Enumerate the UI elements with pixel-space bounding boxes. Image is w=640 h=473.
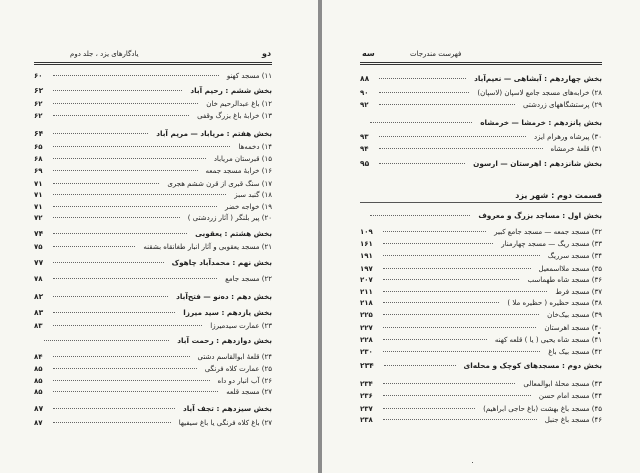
toc-entry-page-number: ۷۴ [34, 229, 44, 238]
toc-entry-page-number: ۸۳ [34, 322, 43, 330]
toc-leader-dots [53, 75, 219, 76]
toc-entry-label: ۴۶) مسجد باغ جنبل [544, 416, 602, 424]
toc-leader-dots [53, 325, 203, 326]
right-header-rule [360, 62, 602, 63]
toc-part-heading [360, 190, 602, 203]
toc-entry-label: بخش ششم : رحیم آباد [190, 86, 272, 95]
toc-entry [34, 363, 272, 375]
toc-entry-page-number: ۸۵ [34, 388, 43, 396]
toc-leader-dots [383, 383, 516, 384]
right-header-number: سه [362, 49, 375, 58]
toc-entry-page-number: ۸۷ [34, 419, 43, 427]
toc-entry [360, 99, 602, 111]
toc-entry-label: ۳۰) پیرشاه ورهرام ایزد [534, 133, 602, 141]
toc-leader-dots [53, 233, 187, 234]
toc-leader-dots [53, 217, 180, 218]
toc-section-heading [34, 128, 272, 140]
toc-section-heading [360, 158, 602, 170]
toc-entry-page-number: ۹۴ [360, 145, 369, 153]
toc-entry-label: بخش دوازدهم : رحمت آباد [177, 336, 272, 345]
toc-entry-page-number: ۸۷ [34, 404, 44, 413]
toc-entry-page-number: ۷۷ [34, 258, 44, 267]
toc-leader-dots [53, 90, 182, 91]
toc-entry-label: ۱۸) گنبد سبز [234, 191, 272, 199]
toc-entry-page-number: ۸۲ [34, 292, 44, 301]
toc-entry [360, 346, 602, 358]
toc-entry [360, 238, 602, 250]
toc-entry-page-number: ۱۰۹ [360, 228, 373, 236]
toc-leader-dots [53, 170, 198, 171]
toc-leader-dots [383, 419, 537, 420]
toc-leader-dots [53, 408, 175, 409]
toc-entry-label: ۲۴) قلعهٔ ابوالقاسم دشتی [197, 353, 272, 361]
toc-section-heading [34, 85, 272, 97]
toc-entry-page-number: ۷۱ [34, 203, 43, 211]
toc-entry [360, 309, 602, 321]
toc-leader-dots [383, 339, 487, 340]
toc-entry-page-number: ۷۱ [34, 180, 43, 188]
toc-leader-dots [370, 122, 472, 123]
toc-entry-label: ۱۷) سنگ قبری از قرن ششم هجری [167, 180, 272, 188]
toc-entry-page-number: ۲۳۷ [360, 405, 373, 413]
toc-section-heading [34, 228, 272, 240]
toc-entry-page-number: ۹۰ [360, 89, 369, 97]
toc-leader-dots [53, 380, 210, 381]
toc-leader-dots [383, 395, 531, 396]
toc-entry [34, 141, 272, 153]
toc-entry [34, 386, 272, 398]
toc-leader-dots [53, 278, 218, 279]
right-page [322, 0, 640, 473]
toc-leader-dots [383, 327, 537, 328]
toc-entry-label: ۲۸) خرابه‌های مسجد جامع لاسپان (لاسپان) [477, 89, 602, 97]
toc-entry-page-number: ۸۵ [34, 365, 43, 373]
toc-entry-label: ۲۹) پرستشگاههای زردشتی [523, 101, 602, 109]
toc-entry-label: ۴۵) مسجد باغ بهشت (باغ حاجی ابراهیم) [483, 405, 602, 413]
toc-entry-page-number: ۲۱۸ [360, 299, 373, 307]
toc-entry-page-number: ۲۲۸ [360, 336, 373, 344]
toc-entry-page-number: ۱۶۱ [360, 240, 373, 248]
toc-entry [34, 351, 272, 363]
toc-entry-page-number: ۲۳۶ [360, 392, 373, 400]
toc-entry-label: ۴۲) مسجد بیک باغ [548, 348, 602, 356]
toc-entry [34, 165, 272, 177]
toc-entry-label: ۳۳) مسجد ریگ — مسجد چهارمنار [501, 240, 602, 248]
toc-entry-page-number: ۷۵ [34, 243, 43, 251]
toc-entry [34, 417, 272, 429]
toc-leader-dots [53, 115, 190, 116]
toc-leader-dots [383, 314, 539, 315]
toc-entry [34, 153, 272, 165]
toc-leader-dots [53, 391, 219, 392]
toc-entry-label: بخش دهم : ده‌نو — فتح‌آباد [176, 292, 272, 301]
toc-leader-dots [53, 296, 168, 297]
toc-entry-page-number: ۲۳۴ [360, 361, 374, 370]
toc-entry-label: ۳۷) مسجد فرط [555, 288, 602, 296]
toc-leader-dots [379, 136, 526, 137]
toc-entry-page-number: ۶۴ [34, 129, 44, 138]
toc-leader-dots [383, 268, 531, 269]
toc-entry-label: بخش دوم : مسجدهای کوچک و محله‌ای [463, 361, 602, 370]
toc-entry [34, 98, 272, 110]
toc-leader-dots [370, 215, 470, 216]
toc-section-heading [34, 307, 272, 319]
toc-entry-label: ۱۴) دخمه‌ها [238, 143, 272, 151]
toc-entry-label: ۲۷) مسجد قلعه [226, 388, 272, 396]
toc-entry-label: ۴۴) مسجد امام حسن [538, 392, 602, 400]
toc-leader-dots [53, 183, 160, 184]
toc-entry-label: بخش چهاردهم : آبشاهی — نعیم‌آباد [474, 74, 602, 83]
toc-entry-label: ۴۱) مسجد شاه یحیی ( یا ) قلعه کهنه [494, 336, 602, 344]
toc-entry-page-number: ۸۵ [34, 377, 43, 385]
toc-entry-label: ۳۲) مسجد جمعه — مسجد جامع کبیر [494, 228, 602, 236]
toc-entry [34, 241, 272, 253]
toc-entry-label: ۲۳) عمارت سیدمیرزا [210, 322, 272, 330]
right-header-rule-thin [360, 64, 602, 65]
left-header-rule [34, 62, 272, 63]
toc-leader-dots [53, 368, 197, 369]
toc-entry-label: بخش شانزدهم : اهرستان — ارسون [473, 159, 602, 168]
toc-entry-label: ۳۱) قلعهٔ خرمشاه [550, 145, 602, 153]
toc-entry-label: ۲۲) مسجد جامع [225, 275, 272, 283]
toc-leader-dots [383, 255, 540, 256]
left-header-title: یادگارهای یزد ، جلد دوم [70, 50, 139, 58]
toc-leader-dots [383, 408, 475, 409]
toc-entry-label: بخش هفتم : مریاباد — مریم آباد [156, 129, 272, 138]
toc-leader-dots [383, 351, 540, 352]
toc-leader-dots [53, 312, 175, 313]
toc-section-heading [360, 210, 602, 222]
toc-leader-dots [379, 163, 465, 164]
toc-entry-label: ۱۶) خرابهٔ مسجد جمعه [205, 167, 272, 175]
toc-entry-label: ۳۶) مسجد شاه طهماسب [527, 276, 602, 284]
toc-entry [360, 250, 602, 262]
toc-entry-label: ۱۵) قبرستان مریاباد [213, 155, 272, 163]
toc-leader-dots [53, 146, 231, 147]
toc-entry-page-number: ۶۸ [34, 155, 43, 163]
toc-entry-label: قسمت دوم : شهر یزد [515, 191, 602, 200]
toc-entry [360, 297, 602, 309]
toc-leader-dots [53, 103, 199, 104]
toc-entry-page-number: ۲۱۱ [360, 288, 373, 296]
toc-entry [34, 320, 272, 332]
toc-entry-page-number: ۲۲۵ [360, 311, 373, 319]
toc-entry [34, 70, 272, 82]
toc-entry-label: ۱۱) مسجد کهنو [226, 72, 272, 80]
toc-section-heading [34, 257, 272, 269]
toc-entry-label: ۱۹) خواجه خضر [225, 203, 272, 211]
toc-entry-label: ۳۵) مسجد ملااسمعیل [538, 265, 602, 273]
toc-section-heading [34, 403, 272, 415]
toc-leader-dots [383, 243, 493, 244]
toc-entry-page-number: ۸۳ [34, 308, 44, 317]
toc-section-heading [360, 117, 602, 129]
toc-entry [360, 322, 602, 334]
toc-entry [360, 87, 602, 99]
toc-entry [360, 378, 602, 390]
toc-entry-page-number: ۶۲ [34, 86, 44, 95]
toc-leader-dots [379, 148, 543, 149]
toc-leader-dots [379, 104, 515, 105]
toc-section-heading [360, 73, 602, 85]
toc-section-heading [34, 335, 272, 347]
toc-entry [360, 143, 602, 155]
toc-entry-page-number: ۸۴ [34, 353, 43, 361]
toc-entry-page-number: ۶۰ [34, 72, 43, 80]
toc-entry-page-number: ۱۹۷ [360, 265, 373, 273]
toc-entry-page-number: ۸۸ [360, 74, 370, 83]
toc-entry-page-number: ۲۳۴ [360, 380, 373, 388]
toc-leader-dots [53, 262, 163, 263]
toc-leader-dots [383, 302, 500, 303]
toc-entry-label: بخش نهم : محمدآباد چاهوک [171, 258, 272, 267]
toc-entry-label: ۳۴) مسجد سرریگ [547, 252, 602, 260]
toc-entry-page-number: ۷۱ [34, 191, 43, 199]
toc-section-heading [34, 291, 272, 303]
toc-entry-page-number: ۹۳ [360, 133, 369, 141]
toc-entry-label: ۱۳) خرابهٔ باغ بزرگ وقفی [197, 112, 272, 120]
toc-entry [34, 212, 272, 224]
toc-entry [360, 390, 602, 402]
toc-entry [34, 273, 272, 285]
left-header-number: دو [262, 49, 272, 58]
toc-entry-label: ۲۷) باغ کلاه فرنگی یا باغ سیفیها [178, 419, 272, 427]
scan-speck [472, 462, 473, 463]
toc-entry-page-number: ۶۵ [34, 143, 43, 151]
toc-leader-dots [44, 340, 169, 341]
toc-leader-dots [53, 356, 190, 357]
toc-leader-dots [53, 158, 206, 159]
toc-entry-label: ۳۹) مسجد بیک‌خان [547, 311, 602, 319]
toc-entry-page-number: ۷۲ [34, 214, 43, 222]
toc-entry-label: ۲۱) مسجد یعقوبی و آثار انبار طغانقاه بشقنه [143, 243, 272, 251]
toc-leader-dots [383, 279, 520, 280]
toc-leader-dots [53, 422, 171, 423]
toc-entry-label: ۲۵) عمارت کلاه فرنگی [204, 365, 272, 373]
toc-entry [34, 110, 272, 122]
toc-entry-label: ۴۳) مسجد محلهٔ ابوالمعالی [523, 380, 602, 388]
toc-entry-label: ۳۸) مسجد حظیره ( حظیره ملا ) [507, 299, 602, 307]
toc-entry-page-number: ۶۹ [34, 167, 43, 175]
toc-leader-dots [53, 246, 136, 247]
toc-entry-label: بخش سیزدهم : تجف آباد [182, 404, 272, 413]
toc-entry-page-number: ۱۹۱ [360, 252, 373, 260]
toc-entry [360, 414, 602, 426]
toc-entry-label: ۱۲) باغ عبدالرحیم خان [206, 100, 272, 108]
toc-entry-label: بخش یازدهم : سید میرزا [183, 308, 272, 317]
toc-entry [34, 189, 272, 201]
toc-entry [360, 226, 602, 238]
toc-entry-page-number: ۶۲ [34, 100, 43, 108]
toc-entry-label: ۲۰) پیر بلنگر ( آثار زردشتی ) [187, 214, 272, 222]
toc-entry-label: بخش پانزدهم : خرمشا — خرمشاه [480, 118, 602, 127]
toc-leader-dots [53, 206, 218, 207]
scan-speck [598, 332, 600, 334]
toc-entry-label: ۲۶) آب انبار دو داه [217, 377, 272, 385]
left-page [0, 0, 318, 473]
toc-entry-label: بخش هشتم : یعقوبی [195, 229, 272, 238]
toc-leader-dots [53, 133, 148, 134]
toc-entry-label: ۴۰) مسجد اهرستان [544, 324, 602, 332]
toc-entry-page-number: ۹۲ [360, 101, 369, 109]
toc-entry-page-number: ۲۰۷ [360, 276, 373, 284]
toc-entry [360, 274, 602, 286]
toc-entry [360, 131, 602, 143]
right-header-title: فهرست مندرجات [410, 50, 462, 58]
toc-leader-dots [383, 231, 486, 232]
toc-entry-label: بخش اول : مساجد بزرگ و معروف [478, 211, 602, 220]
toc-entry-page-number: ۹۵ [360, 159, 370, 168]
toc-entry-page-number: ۲۳۰ [360, 348, 373, 356]
toc-entry-page-number: ۲۲۷ [360, 324, 373, 332]
toc-leader-dots [53, 194, 227, 195]
toc-entry [360, 334, 602, 346]
toc-entry-page-number: ۲۳۸ [360, 416, 373, 424]
toc-leader-dots [379, 78, 466, 79]
toc-entry-page-number: ۷۸ [34, 275, 43, 283]
left-header-rule-thin [34, 64, 272, 65]
toc-entry-page-number: ۶۲ [34, 112, 43, 120]
toc-leader-dots [384, 365, 456, 366]
toc-leader-dots [379, 92, 470, 93]
toc-section-heading [360, 360, 602, 372]
toc-leader-dots [383, 291, 548, 292]
